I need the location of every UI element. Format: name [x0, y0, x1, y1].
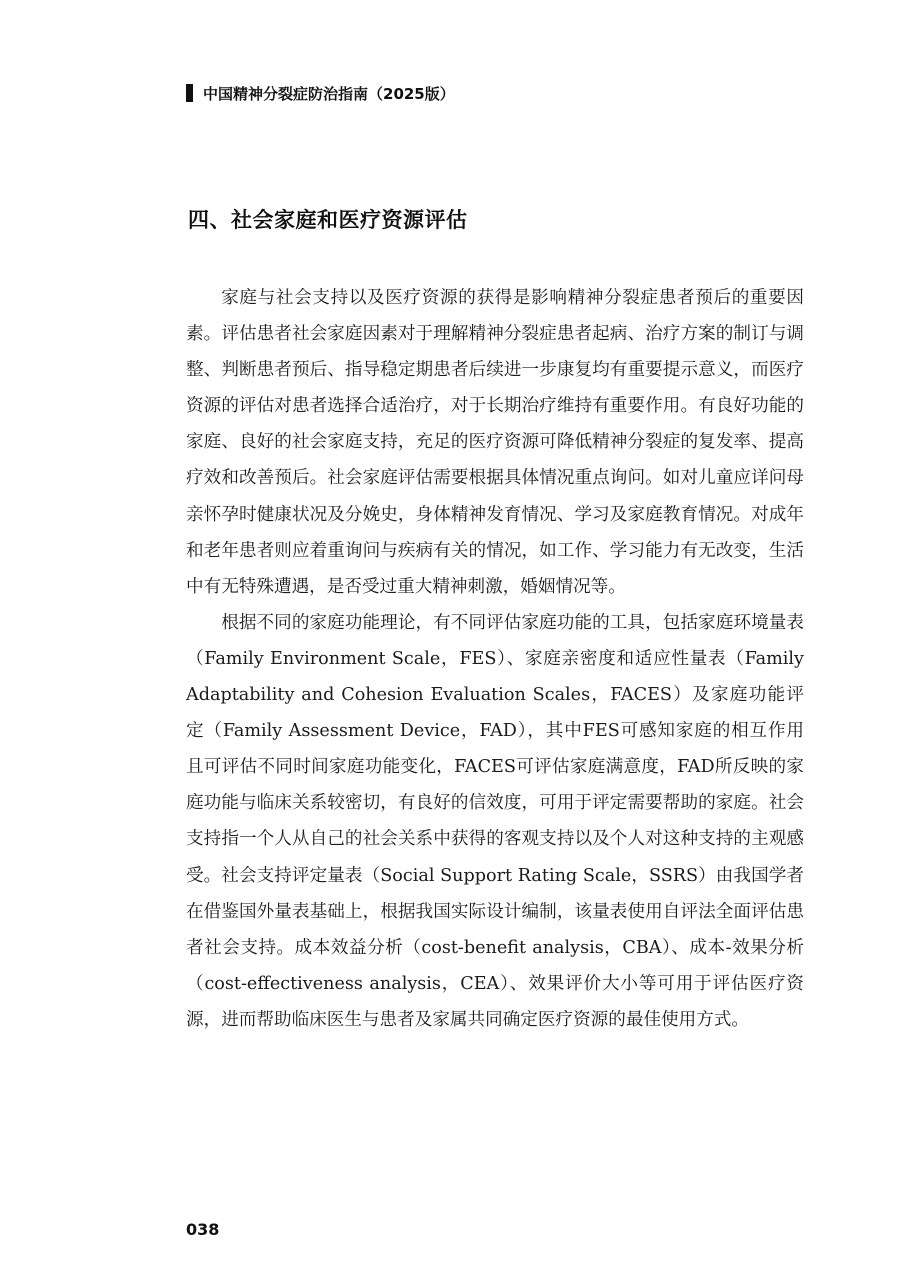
paragraph-assessment-tools: 根据不同的家庭功能理论，有不同评估家庭功能的工具，包括家庭环境量表（Family Environment Scale，FES）、家庭亲密度和适应性量表（Family Adaptability and Cohesion Evaluation Scales，FACES）及家庭功能评定（Family Assessment Device，FAD），其中FES可感知家庭的相互作用且可评估不同时间家庭功能变化，FACES可评估家庭满意度，FAD所反映的家庭功能与临床关系较密切，有良好的信效度，可用于评定需要帮助的家庭。社会支持指一个人从自己的社会关系中获得的客观支持以及个人对这种支持的主观感受。社会支持评定量表（Social Support Rating Scale，SSRS）由我国学者在借鉴国外量表基础上，根据我国实际设计编制，该量表使用自评法全面评估患者社会支持。成本效益分析（cost-benefit analysis，CBA）、成本-效果分析（cost-effectiveness analysis，CEA）、效果评价大小等可用于评估医疗资源，进而帮助临床医生与患者及家属共同确定医疗资源的最佳使用方式。 — [186, 612, 804, 1030]
header-marker-bar — [186, 84, 193, 102]
body-text — [186, 280, 804, 1038]
running-title: 中国精神分裂症防治指南（2025版） — [203, 84, 455, 103]
paragraph-family-social-support: 家庭与社会支持以及医疗资源的获得是影响精神分裂症患者预后的重要因素。评估患者社会家庭因素对于理解精神分裂症患者起病、治疗方案的制订与调整、判断患者预后、指导稳定期患者后续进一步康复均有重要提示意义，而医疗资源的评估对患者选择合适治疗，对于长期治疗维持有重要作用。有良好功能的家庭、良好的社会家庭支持，充足的医疗资源可降低精神分裂症的复发率、提高疗效和改善预后。社会家庭评估需要根据具体情况重点询问。如对儿童应详问母亲怀孕时健康状况及分娩史，身体精神发育情况、学习及家庭教育情况。对成年和老年患者则应着重询问与疾病有关的情况，如工作、学习能力有无改变，生活中有无特殊遭遇，是否受过重大精神刺激，婚姻情况等。 — [186, 288, 804, 597]
section-heading: 四、社会家庭和医疗资源评估 — [188, 208, 468, 232]
page-number: 038 — [186, 1220, 220, 1239]
running-header — [186, 80, 455, 106]
